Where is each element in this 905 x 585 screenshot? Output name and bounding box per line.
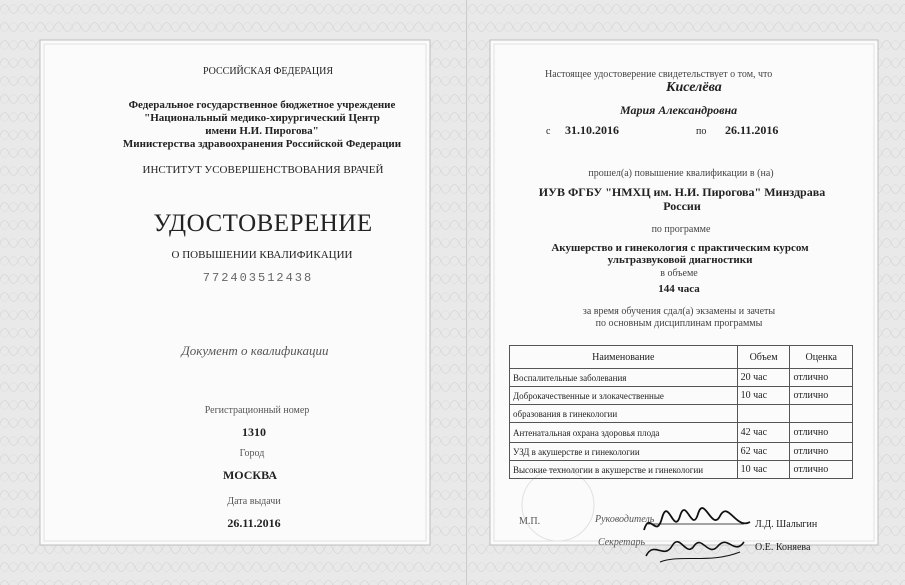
head-name: Л.Д. Шалыгин [755, 519, 818, 530]
row-hours: 42 час [737, 423, 790, 443]
row-hours: 10 час [737, 387, 790, 405]
row-hours: 62 час [737, 443, 790, 461]
passed-text: прошел(а) повышение квалификации в (на) [588, 168, 774, 179]
intro-text: Настоящее удостоверение свидетельствует о том, что [545, 69, 773, 80]
org-line-4: Министерства здравоохранения Российской Федерации [122, 138, 402, 150]
org-line-3: имени Н.И. Пирогова" [205, 125, 319, 137]
row-grade [790, 405, 853, 423]
row-grade: отлично [790, 387, 853, 405]
org-line-2: "Национальный медико-хирургический Центр [144, 112, 380, 124]
header-name: Наименование [510, 346, 738, 369]
volume-value: 144 часа [658, 283, 700, 295]
org-short-line-2: России [663, 199, 701, 213]
document-type: Документ о квалификации [181, 343, 329, 358]
from-date: 31.10.2016 [565, 123, 619, 137]
program-line-2: ультразвуковой диагностики [607, 254, 753, 266]
from-label: с [546, 126, 551, 137]
reg-number-label: Регистрационный номер [204, 405, 310, 416]
grades-table [509, 345, 853, 479]
exams-line-1: за время обучения сдал(а) экзамены и зачеты [582, 306, 776, 317]
holder-surname: Киселёва [666, 80, 722, 95]
issue-date-value: 26.11.2016 [227, 516, 281, 530]
institute-name: ИНСТИТУТ УСОВЕРШЕНСТВОВАНИЯ ВРАЧЕЙ [142, 164, 384, 176]
row-hours: 20 час [737, 369, 790, 387]
org-line-1: Федеральное государственное бюджетное учреждение [128, 99, 396, 111]
to-date: 26.11.2016 [725, 123, 779, 137]
table-row [510, 369, 853, 387]
issue-date-label: Дата выдачи [227, 496, 281, 507]
row-name: Антенатальная охрана здоровья плода [510, 423, 738, 443]
row-hours: 10 час [737, 461, 790, 479]
city-label: Город [239, 448, 265, 459]
row-name: Воспалительные заболевания [510, 369, 738, 387]
row-hours [737, 405, 790, 423]
table-row [510, 387, 853, 405]
secretary-name: О.Е. Коняева [755, 542, 811, 553]
volume-label: в объеме [660, 268, 698, 279]
holder-name: Мария Александровна [620, 103, 738, 117]
table-row [510, 461, 853, 479]
document-subtitle: О ПОВЫШЕНИИ КВАЛИФИКАЦИИ [171, 249, 353, 261]
table-row [510, 423, 853, 443]
signatures-icon [640, 500, 760, 570]
table-row [510, 405, 853, 423]
program-line-1: Акушерство и гинекология с практическим курсом [551, 242, 809, 254]
exams-line-2: по основным дисциплинам программы [595, 318, 763, 329]
row-grade: отлично [790, 369, 853, 387]
secretary-label: Секретарь [598, 537, 646, 548]
serial-number: 772403512438 [202, 271, 314, 285]
document-title: УДОСТОВЕРЕНИЕ [153, 210, 373, 237]
table-row [510, 443, 853, 461]
org-short-line-1: ИУВ ФГБУ "НМХЦ им. Н.И. Пирогова" Минздрава [538, 185, 826, 199]
row-name: УЗД в акушерстве и гинекологии [510, 443, 738, 461]
to-label: по [696, 126, 707, 137]
row-name: Доброкачественные и злокачественные [510, 387, 738, 405]
header-grade: Оценка [790, 346, 853, 369]
program-label: по программе [651, 224, 711, 235]
table-header-row [510, 346, 853, 369]
row-name: образования в гинекологии [510, 405, 738, 423]
row-grade: отлично [790, 443, 853, 461]
row-name: Высокие технологии в акушерстве и гинекологии [510, 461, 738, 479]
head-label: Руководитель [595, 514, 655, 525]
row-grade: отлично [790, 423, 853, 443]
row-grade: отлично [790, 461, 853, 479]
country-label: РОССИЙСКАЯ ФЕДЕРАЦИЯ [202, 66, 334, 77]
header-hours: Объем [737, 346, 790, 369]
stamp-label: М.П. [519, 516, 541, 527]
city-value: МОСКВА [222, 468, 278, 482]
reg-number-value: 1310 [242, 425, 266, 439]
